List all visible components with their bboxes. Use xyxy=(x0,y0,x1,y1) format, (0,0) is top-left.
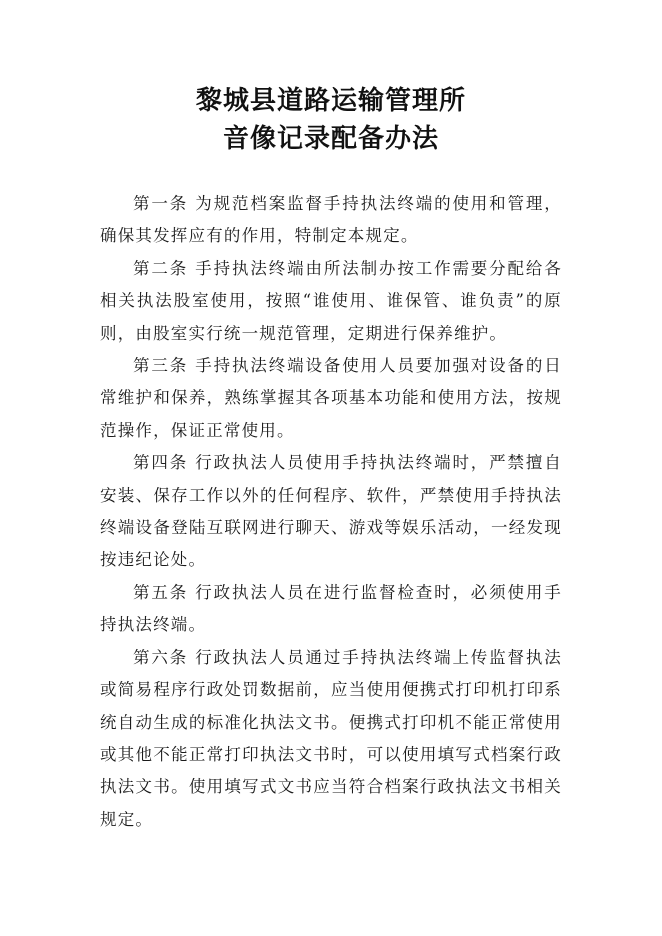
article-3: 第三条 手持执法终端设备使用人员要加强对设备的日常维护和保养，熟练掌握其各项基本功能和使用方法，按规范操作，保证正常使用。 xyxy=(100,356,562,440)
article-6: 第六条 行政执法人员通过手持执法终端上传监督执法或简易程序行政处罚数据前，应当使用便携式打印机打印系统自动生成的标准化执法文书。便携式打印机不能正常使用或其他不能正常打印执法文书时，可以使用填写式档案行政执法文书。使用填写式文书应当符合档案行政执法文书相关规定。 xyxy=(100,647,562,829)
article-1: 第一条 为规范档案监督手持执法终端的使用和管理，确保其发挥应有的作用，特制定本规定。 xyxy=(100,194,562,246)
document-title xyxy=(0,82,662,158)
title-line-2: 音像记录配备办法 xyxy=(222,124,439,154)
article-4: 第四条 行政执法人员使用手持执法终端时，严禁擅自安装、保存工作以外的任何程序、软件，严禁使用手持执法终端设备登陆互联网进行聊天、游戏等娱乐活动，一经发现按违纪论处。 xyxy=(100,453,562,570)
document-body xyxy=(100,188,562,836)
title-line-1: 黎城县道路运输管理所 xyxy=(195,86,466,116)
article-5: 第五条 行政执法人员在进行监督检查时，必须使用手持执法终端。 xyxy=(100,582,562,635)
article-2: 第二条 手持执法终端由所法制办按工作需要分配给各相关执法股室使用，按照“谁使用、谁保管、谁负责”的原则，由股室实行统一规范管理，定期进行保养维护。 xyxy=(100,258,562,343)
